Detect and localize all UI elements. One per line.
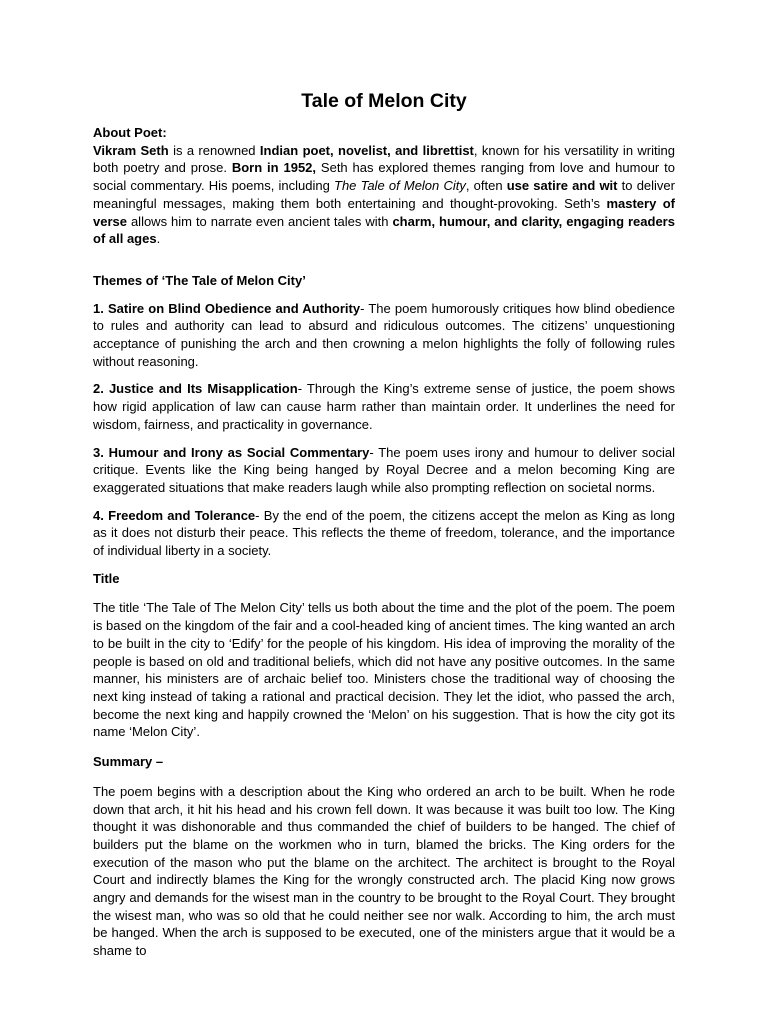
about-poet-run: charm, humour, and clarity, engaging readers of all ages bbox=[93, 213, 675, 247]
theme-label: 1. Satire on Blind Obedience and Authority bbox=[93, 300, 361, 316]
theme-item bbox=[93, 300, 675, 371]
theme-text: - The poem humorously critiques how blind obedience to rules and authority can lead to absurd and ridiculous outcomes. The citizens’ unquestioning acceptance of punishing the arch and then crowning a melon highlights the folly of following rules without reasoning. bbox=[93, 300, 676, 369]
theme-label: 4. Freedom and Tolerance bbox=[93, 507, 256, 523]
about-poet-paragraph bbox=[93, 142, 675, 248]
about-poet-run: to deliver meaningful messages, making them both entertaining and thought-provoking. Seth’s bbox=[93, 178, 675, 211]
theme-item bbox=[93, 444, 675, 497]
about-poet-run: Indian poet, novelist, and librettist bbox=[259, 142, 474, 158]
document-body bbox=[93, 88, 675, 960]
about-poet-run: use satire and wit bbox=[506, 178, 618, 194]
about-poet-run: Born in 1952, bbox=[231, 160, 317, 176]
about-poet-run: is a renowned bbox=[168, 142, 260, 158]
about-poet-run: Seth has explored themes ranging from love and humour to social commentary. His poems, including bbox=[93, 160, 675, 194]
theme-text: - Through the King’s extreme sense of justice, the poem shows how rigid application of law can cause harm rather than maintain order. It underlines the need for wisdom, fairness, and practicality in governance. bbox=[93, 381, 675, 432]
title-section-heading: Title bbox=[93, 570, 120, 586]
about-poet-run: , known for his versatility in writing both poetry and prose. bbox=[93, 142, 675, 176]
theme-item bbox=[93, 380, 675, 433]
page-title: Tale of Melon City bbox=[301, 90, 467, 112]
about-poet-run: Vikram Seth bbox=[93, 142, 169, 158]
theme-text: - The poem uses irony and humour to deliver social critique. Events like the King being hanged by Royal Decree and a melon becoming King are exaggerated situations that make readers laugh while also prompting reflection on societal norms. bbox=[93, 444, 675, 495]
themes-heading: Themes of ‘The Tale of Melon City’ bbox=[93, 272, 306, 288]
theme-label: 2. Justice and Its Misapplication bbox=[93, 381, 298, 397]
about-poet-run: . bbox=[156, 231, 161, 247]
title-section-paragraph: The title ‘The Tale of The Melon City’ tells us both about the time and the plot of the poem. The poem is based on the kingdom of the fair and a cool-headed king of ancient times. The king wanted an arch to be built in the city to ‘Edify’ for the people of his kingdom. His idea of improving the morality of the people is based on old and traditional beliefs, which did not have any positive outcomes. In the same manner, his ministers are of archaic belief too. Ministers chose the traditional way of choosing the next king instead of taking a rational and practical decision. They let the idiot, who passed the arch, become the next king and happily crowned the ‘Melon’ on his suggestion. That is how the city got its name ‘Melon City’. bbox=[93, 600, 675, 740]
summary-paragraph: The poem begins with a description about the King who ordered an arch to be built. When he rode down that arch, it hit his head and his crown fell down. It was because it was built too low. The King thought it was dishonorable and thus commanded the chief of builders to be hanged. The chief of builders put the blame on the workmen who in turn, blamed the bricks. The King orders for the execution of the mason who put the blame on the architect. The architect is brought to the Royal Court and indirectly blames the King for the wrongly constructed arch. The placid King now grows angry and demands for the wisest man in the country to be brought to the Royal Court. They brought the wisest man, who was so old that he could neither see nor walk. According to him, the arch must be hanged. When the arch is supposed to be executed, one of the ministers argue that it would be a shame to bbox=[93, 783, 675, 959]
theme-text: - By the end of the poem, the citizens accept the melon as King as long as it does not disturb their peace. This reflects the theme of freedom, tolerance, and the importance of individual liberty in a society. bbox=[93, 507, 676, 559]
about-poet-run: allows him to narrate even ancient tales with bbox=[126, 213, 393, 229]
theme-label: 3. Humour and Irony as Social Commentary bbox=[93, 444, 370, 460]
about-poet-run: , often bbox=[465, 178, 507, 194]
summary-heading: Summary – bbox=[93, 754, 164, 770]
about-poet-run: The Tale of Melon City bbox=[334, 178, 466, 194]
about-poet-heading: About Poet: bbox=[93, 125, 167, 140]
about-poet-run: mastery of verse bbox=[93, 195, 675, 229]
theme-item bbox=[93, 507, 675, 560]
